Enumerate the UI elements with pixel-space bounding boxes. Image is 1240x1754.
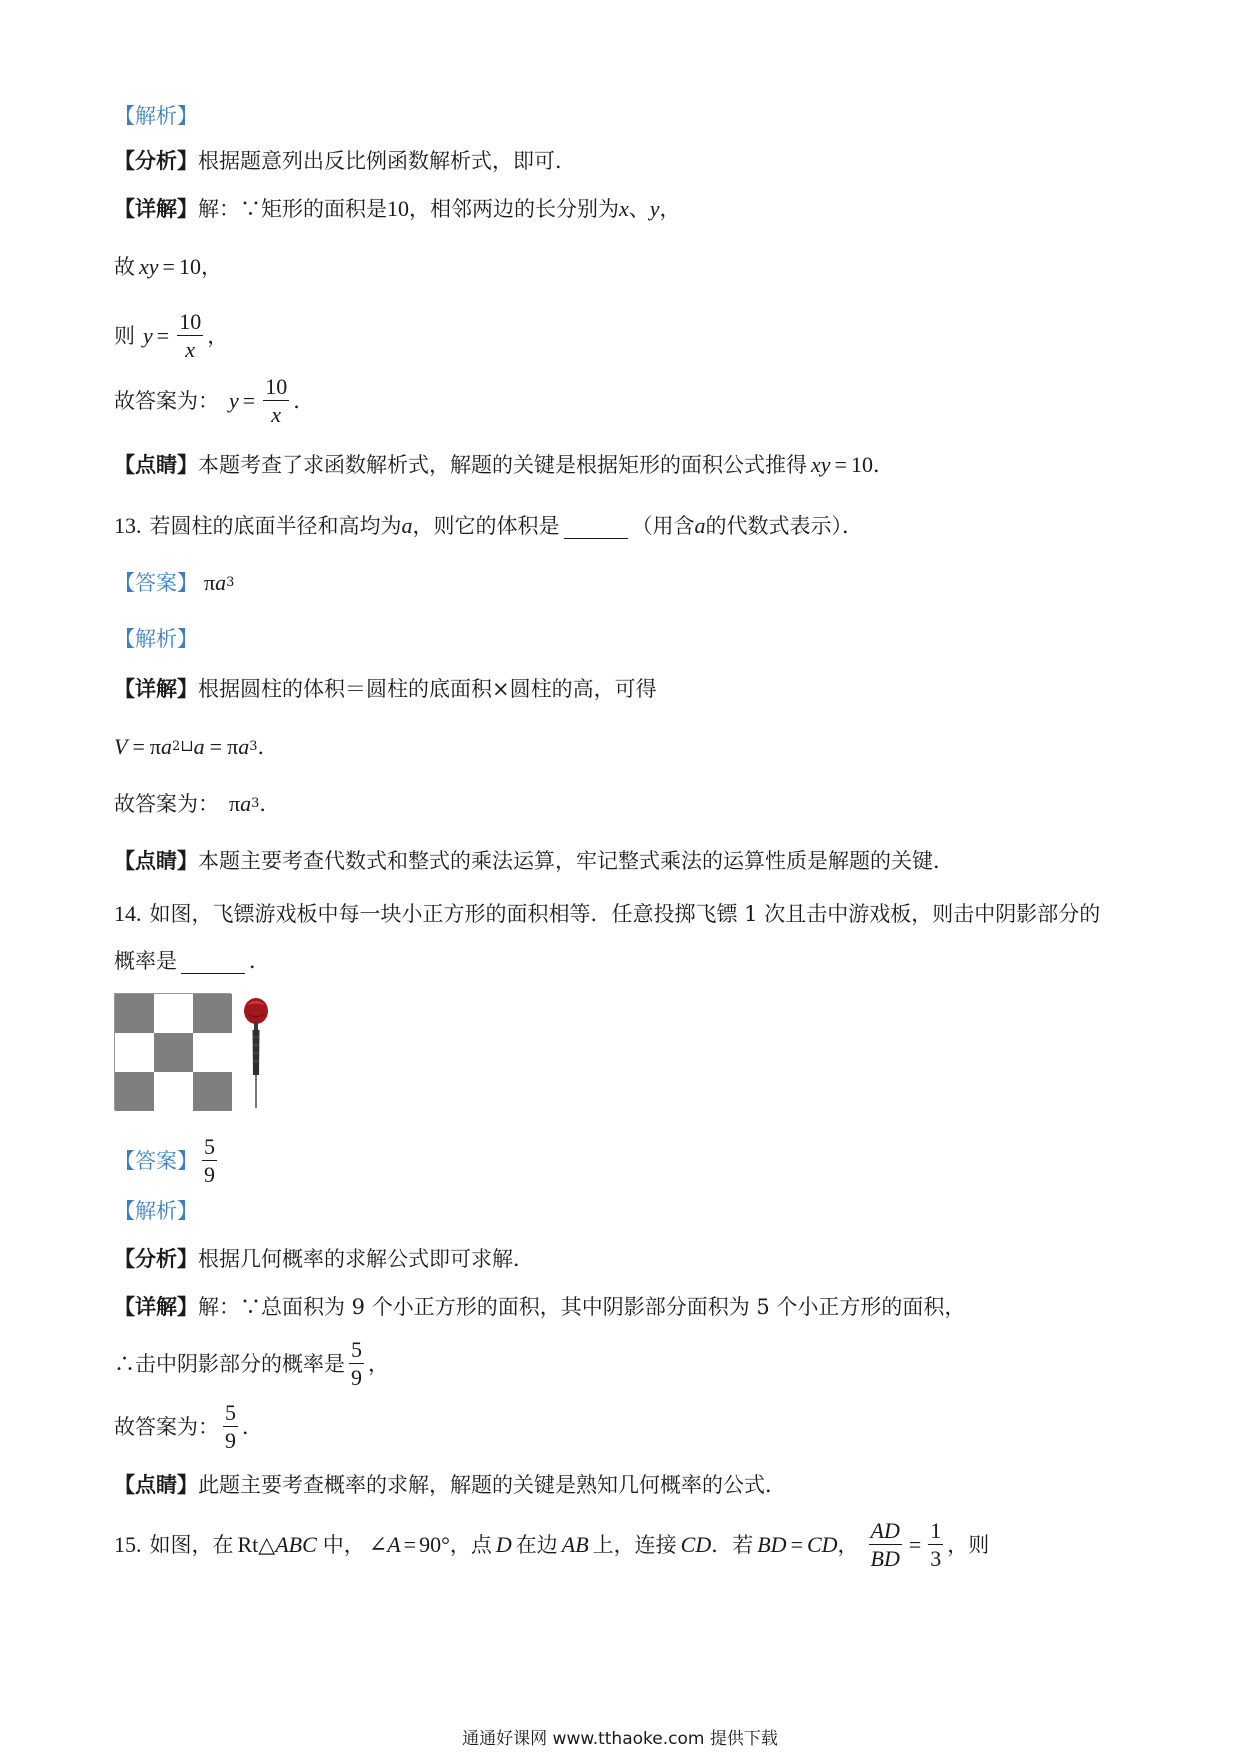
- gu-expr: xy: [139, 254, 159, 279]
- q14-answer2-den: 9: [225, 1428, 236, 1453]
- xiangjie-tag: 【详解】: [114, 1294, 198, 1319]
- formula-pi2: π: [227, 734, 239, 759]
- dianjing12-expr: xy: [811, 452, 831, 477]
- q14-therefore-text: ∴击中阴影部分的概率是: [114, 1352, 345, 1376]
- q14-answer: [114, 1133, 221, 1189]
- xiangjie-tag: 【详解】: [114, 676, 198, 701]
- dianjing12-val: 10: [850, 452, 873, 477]
- q14-answer-fraction: [202, 1136, 217, 1186]
- q14-text-line2-end: ．: [249, 949, 270, 973]
- q14-answer2-num: 5: [225, 1400, 236, 1425]
- ze-line: [114, 310, 228, 362]
- formula-exp3: 3: [249, 739, 258, 754]
- q13-answer-exp: 3: [226, 575, 235, 590]
- board-cell-shaded: [193, 994, 232, 1033]
- q13-answer-pi: π: [204, 570, 216, 595]
- answer12-den: x: [271, 402, 282, 427]
- q13-question: [114, 506, 863, 546]
- q13-xiangjie: [114, 669, 657, 709]
- q15-text-c: ，点: [449, 1533, 492, 1557]
- ze-prefix: 则: [114, 324, 135, 348]
- formula-dot: ⊔: [180, 738, 194, 755]
- q15-frac2-den: 3: [930, 1546, 942, 1571]
- q15-frac-den: BD: [870, 1546, 900, 1571]
- answer12-fraction: [263, 376, 289, 426]
- gu-end: ，: [200, 255, 222, 279]
- q15-text-a: 如图，在: [149, 1533, 234, 1557]
- ze-y: y: [143, 323, 153, 348]
- dart-board-grid: [114, 993, 231, 1110]
- q15-frac2-num: 1: [930, 1518, 942, 1543]
- q14-text-line1: 如图，飞镖游戏板中每一块小正方形的面积相等．任意投掷飞镖 1 次且击中游戏板，则击中阴影部分的: [149, 902, 1101, 926]
- q13-answer2-exp: 3: [251, 796, 260, 811]
- dianjing12-eq: =: [834, 452, 847, 477]
- fenxi-tag: 【分析】: [114, 1246, 198, 1271]
- q14-therefore-fraction: [349, 1339, 364, 1389]
- sep: 、: [628, 197, 650, 221]
- board-cell-white: [154, 1072, 193, 1111]
- q13-answer2-a: a: [240, 791, 252, 816]
- var-x: x: [619, 196, 629, 221]
- jiexi-tag: 【解析】: [114, 104, 198, 128]
- q14-number: 14.: [114, 901, 142, 926]
- q15-fraction1: [869, 1520, 902, 1570]
- q13-text-mid: ，则它的体积是: [412, 514, 560, 538]
- q14-answer-blank[interactable]: [181, 949, 245, 974]
- q15-text-e: 上，连接: [592, 1533, 677, 1557]
- q15-d: D: [495, 1532, 512, 1557]
- q15-rt: Rt△: [237, 1532, 276, 1557]
- board-cell-shaded: [115, 994, 154, 1033]
- ze-den: x: [185, 337, 196, 362]
- q15-angle-eq: =: [403, 1532, 417, 1557]
- q14-xiangjie: [114, 1287, 965, 1327]
- xiangjie-mid: ，相邻两边的长分别为: [409, 197, 619, 221]
- q13-answer: [114, 563, 234, 603]
- footer-source: 通通好课网 www.tthaoke.com 提供下载: [462, 1729, 778, 1749]
- q15-frac-num: AD: [870, 1518, 900, 1543]
- q13-jiexi: [114, 619, 198, 659]
- q13-answer-prefix: 故答案为：: [114, 792, 219, 816]
- q13-number: 13.: [114, 513, 142, 538]
- q14-therefore-den: 9: [351, 1365, 362, 1390]
- q13-answer2-end: ．: [259, 792, 281, 816]
- xiangjie-pre: 解：∵矩形的面积是: [198, 197, 387, 221]
- q13-var-a2: a: [694, 513, 706, 538]
- answer12-y: y: [229, 388, 239, 413]
- q15-bd-eq: =: [790, 1532, 803, 1557]
- fenxi-line: [114, 141, 576, 181]
- q13-dianjing: [114, 841, 954, 881]
- dianjing12-text: 本题考查了求函数解析式，解题的关键是根据矩形的面积公式推得: [198, 453, 807, 477]
- q13-var-a: a: [401, 513, 413, 538]
- q15-cd2: CD: [806, 1532, 838, 1557]
- q13-answer-a: a: [215, 570, 227, 595]
- q13-formula: [114, 727, 278, 767]
- xiangjie-line: [114, 189, 681, 229]
- q13-text-end: 的代数式表示）．: [705, 514, 863, 538]
- formula-end: ．: [257, 735, 279, 759]
- q13-answer-blank[interactable]: [564, 514, 628, 539]
- formula-a: a: [160, 734, 172, 759]
- formula-exp2: 2: [171, 739, 181, 754]
- q14-therefore: [114, 1336, 389, 1392]
- q15-text-f: ．若: [711, 1533, 754, 1557]
- q14-jiexi: [114, 1191, 198, 1231]
- daan-tag: 【答案】: [114, 1149, 198, 1173]
- board-cell-white: [193, 1033, 232, 1072]
- formula-pi: π: [149, 734, 161, 759]
- answer12-num: 10: [265, 374, 288, 399]
- answer12-end: ．: [293, 389, 315, 413]
- dianjing-tag: 【点睛】: [114, 452, 198, 477]
- formula-V: V: [114, 734, 128, 759]
- board-cell-white: [115, 1033, 154, 1072]
- xiangjie-ten: 10: [387, 196, 409, 221]
- ze-fraction: [177, 311, 203, 361]
- q15-cd: CD: [680, 1532, 712, 1557]
- board-cell-shaded: [115, 1072, 154, 1111]
- q14-xiangjie-text: 解：∵总面积为 9 个小正方形的面积，其中阴影部分面积为 5 个小正方形的面积，: [198, 1295, 966, 1319]
- ze-num: 10: [179, 309, 202, 334]
- q14-therefore-num: 5: [351, 1337, 362, 1362]
- answer12-eq: =: [242, 388, 256, 413]
- answer12-line: [114, 375, 314, 427]
- q14-answer2-fraction: [223, 1402, 238, 1452]
- jiexi-tag: 【解析】: [114, 627, 198, 651]
- q15-ab: AB: [561, 1532, 589, 1557]
- xiangjie-tag: 【详解】: [114, 196, 198, 221]
- q14-fenxi-text: 根据几何概率的求解公式即可求解．: [198, 1247, 534, 1271]
- board-cell-shaded: [154, 1033, 193, 1072]
- q15-text-h: ，则: [947, 1533, 990, 1557]
- q14-therefore-end: ，: [368, 1352, 389, 1376]
- q14-answer-prefix: 故答案为：: [114, 1415, 219, 1439]
- answer12-prefix: 故答案为：: [114, 389, 219, 413]
- jiexi-tag: 【解析】: [114, 1199, 198, 1223]
- end-comma: ，: [659, 197, 681, 221]
- formula-eq2: =: [209, 734, 223, 759]
- daan-tag: 【答案】: [114, 571, 198, 595]
- dianjing-tag: 【点睛】: [114, 1472, 198, 1497]
- q13-text-pre: 若圆柱的底面半径和高均为: [149, 514, 402, 538]
- jiexi-heading: [114, 96, 198, 136]
- dianjing12-line: [114, 445, 894, 485]
- gu-prefix: 故: [114, 255, 135, 279]
- q14-dianjing: [114, 1465, 786, 1505]
- var-y: y: [649, 196, 660, 221]
- q15-question: [114, 1515, 989, 1575]
- q15-frac-eq: =: [908, 1532, 922, 1557]
- q14-answer-line: [114, 1399, 263, 1455]
- fenxi-tag: 【分析】: [114, 148, 198, 173]
- q15-number: 15.: [114, 1532, 142, 1557]
- fenxi-text: 根据题意列出反比例函数解析式，即可．: [198, 149, 576, 173]
- q13-xiangjie-text: 根据圆柱的体积＝圆柱的底面积×圆柱的高，可得: [198, 677, 657, 701]
- q13-dianjing-text: 本题主要考查代数式和整式的乘法运算，牢记整式乘法的运算性质是解题的关键．: [198, 849, 954, 873]
- q15-bd: BD: [757, 1532, 787, 1557]
- q14-question-line1: [114, 894, 1100, 934]
- formula-a3: a: [238, 734, 250, 759]
- gu-eq: =: [162, 254, 175, 279]
- q14-answer2-end: ．: [242, 1415, 263, 1439]
- q13-answer-line: [114, 784, 280, 824]
- q15-angle-val: 90°: [419, 1532, 450, 1557]
- q15-text-g: ，: [837, 1533, 859, 1557]
- gu-line: [114, 247, 222, 287]
- board-cell-white: [154, 994, 193, 1033]
- ze-end: ，: [207, 324, 229, 348]
- dianjing12-end: ．: [872, 453, 894, 477]
- q13-answer2-pi: π: [229, 791, 241, 816]
- q14-fenxi: [114, 1239, 534, 1279]
- board-cell-shaded: [193, 1072, 232, 1111]
- formula-a2: a: [193, 734, 205, 759]
- q15-fraction2: [928, 1520, 943, 1570]
- ze-eq: =: [156, 323, 170, 348]
- dianjing-tag: 【点睛】: [114, 848, 198, 873]
- q13-text-post: （用含: [631, 514, 695, 538]
- q14-answer-den: 9: [204, 1162, 215, 1187]
- q14-answer-num: 5: [204, 1134, 215, 1159]
- formula-eq1: =: [132, 734, 145, 759]
- dart-icon: [243, 995, 269, 1110]
- q15-abc: ABC: [275, 1532, 317, 1557]
- q14-text-line2: 概率是: [114, 949, 177, 973]
- q14-question-line2: [114, 941, 270, 981]
- q15-text-d: 在边: [515, 1533, 558, 1557]
- q15-angle: ∠A: [368, 1532, 401, 1557]
- q15-text-b: 中，: [322, 1533, 365, 1557]
- q14-dianjing-text: 此题主要考查概率的求解，解题的关键是熟知几何概率的公式．: [198, 1473, 786, 1497]
- gu-val: 10: [178, 254, 201, 279]
